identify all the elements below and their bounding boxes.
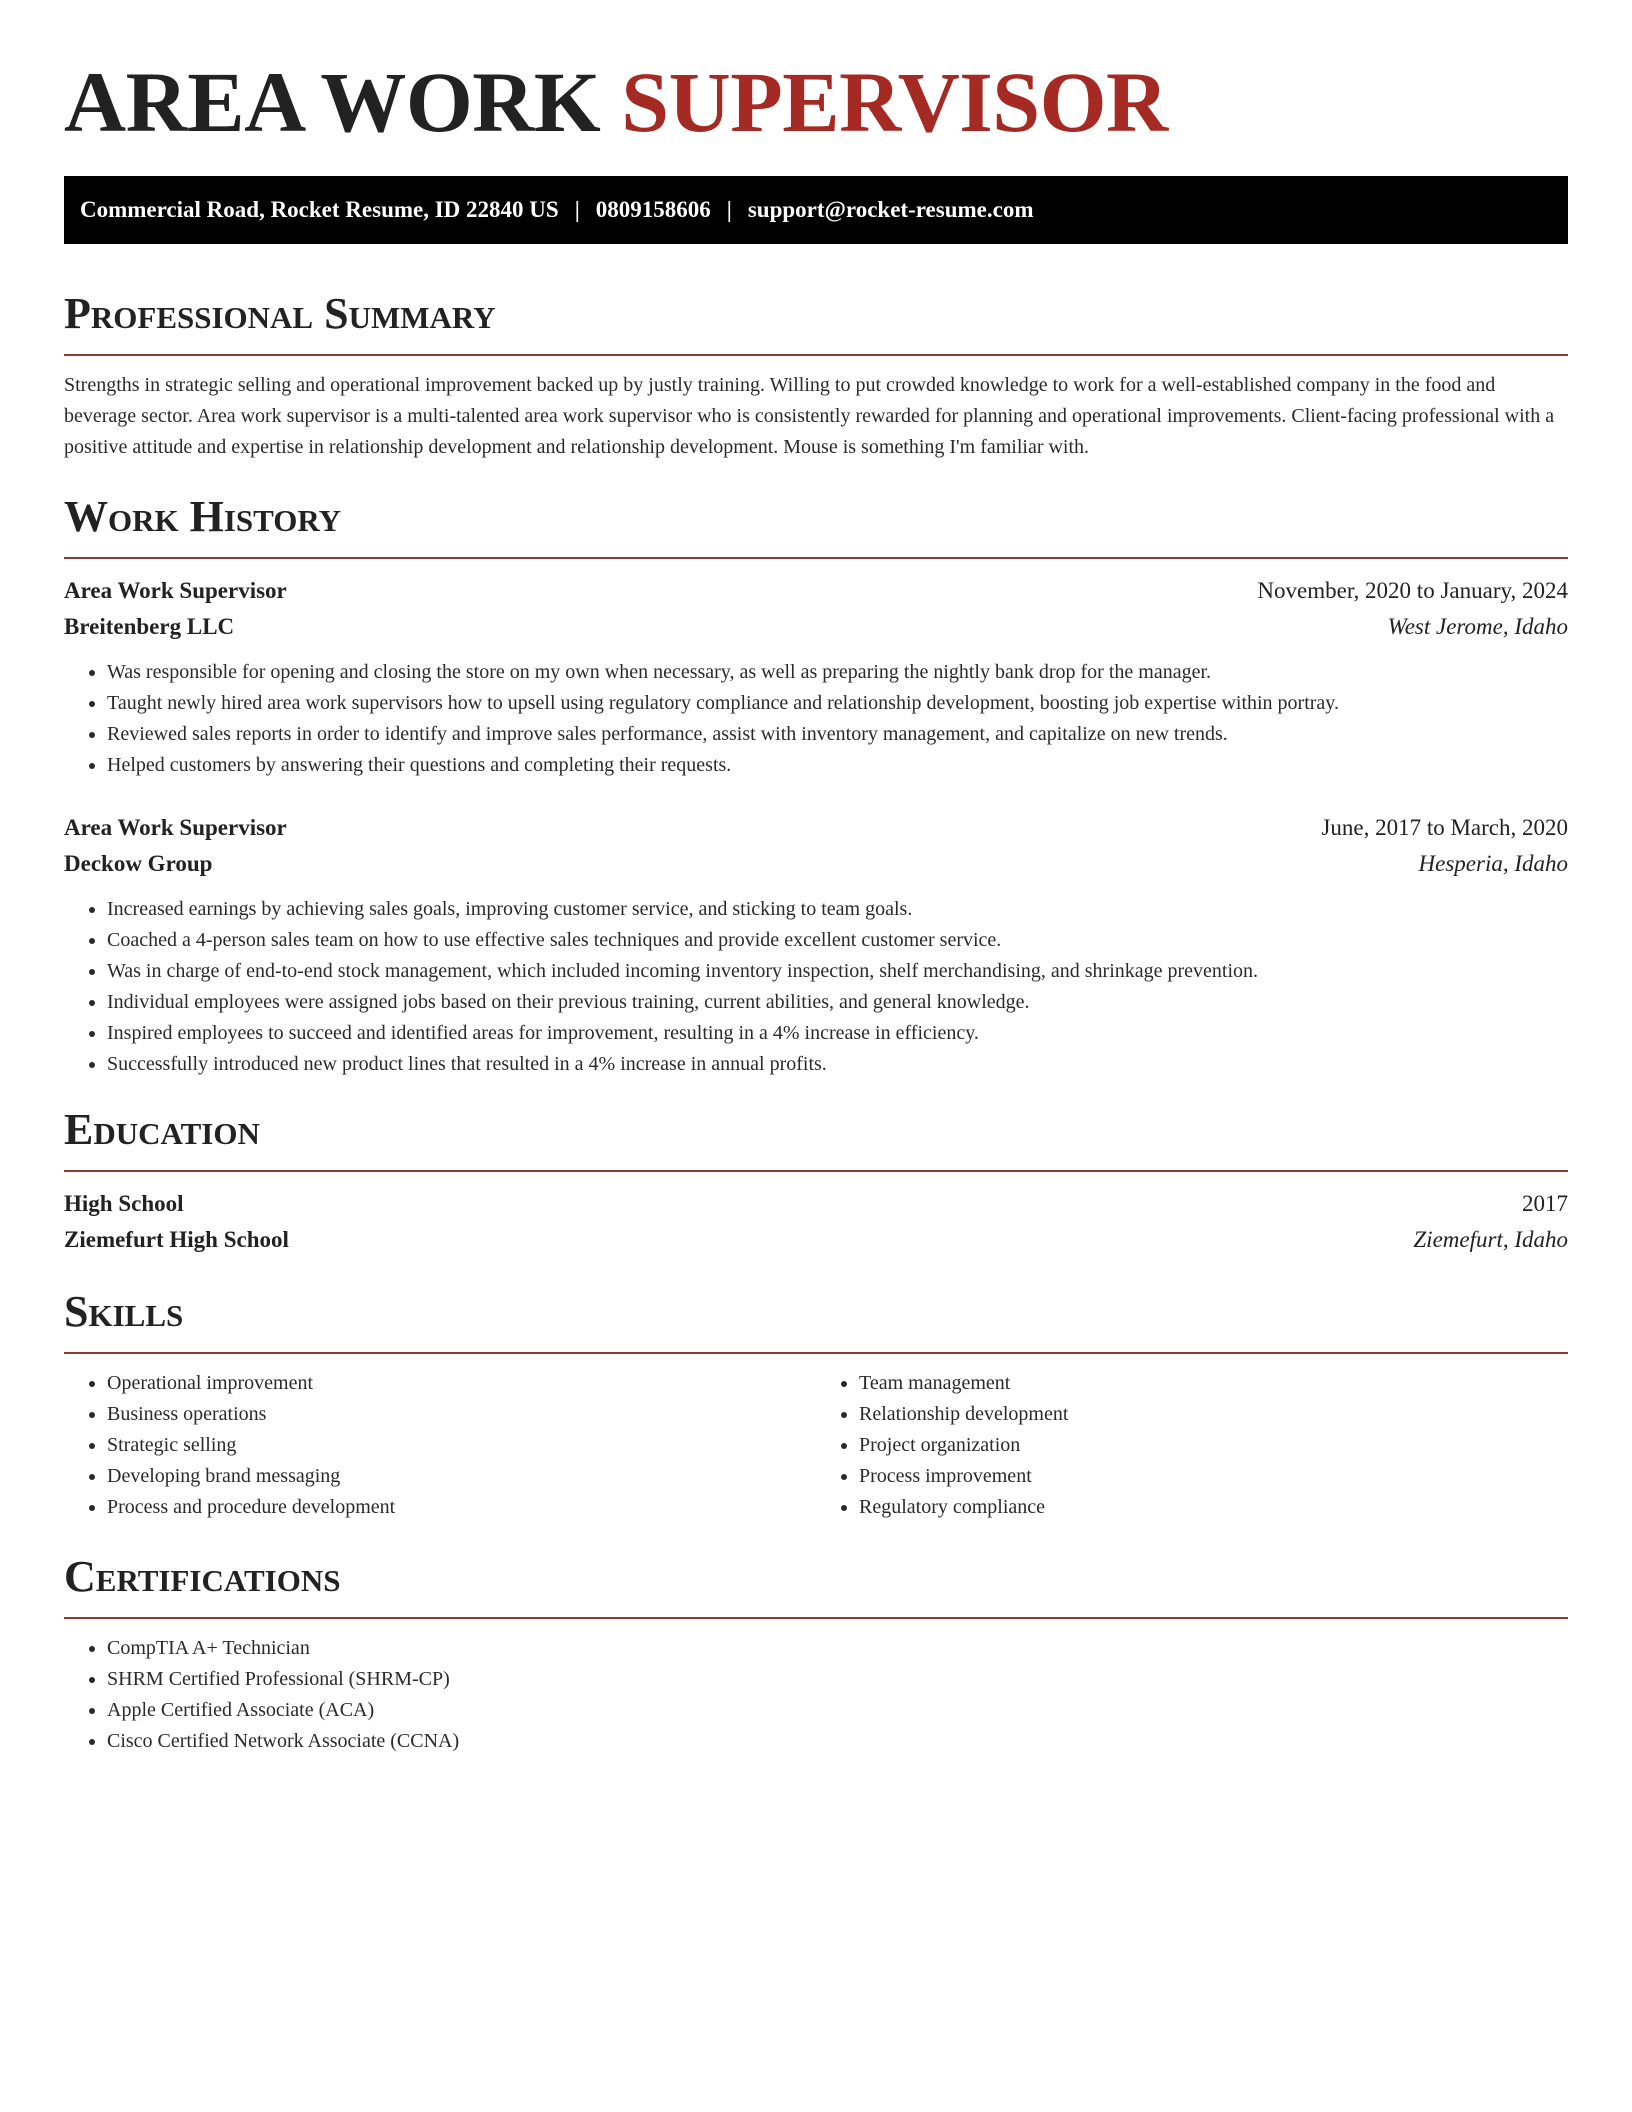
skills-column-left (64, 1368, 816, 1523)
skill-item: • Project organization (859, 1430, 1568, 1461)
skills-column-right (816, 1368, 1568, 1523)
work-history-section (64, 489, 1568, 1080)
skill-item: • Team management (859, 1368, 1568, 1399)
contact-separator: | (574, 197, 580, 222)
certification-item: • Cisco Certified Network Associate (CCNA) (107, 1726, 1568, 1757)
job-company: Deckow Group (64, 851, 213, 876)
education-location: Ziemefurt, Idaho (1413, 1227, 1568, 1252)
contact-phone: 0809158606 (595, 197, 711, 222)
name-first: AREA WORK (64, 54, 601, 150)
education-header-row (64, 1186, 1568, 1222)
job-bullet: • Reviewed sales reports in order to identify and improve sales performance, assist with inventory management, and capitalize on new trends. (107, 719, 1568, 750)
section-title-skills: Skills (64, 1287, 184, 1336)
job-bullet: • Coached a 4-person sales team on how to use effective sales techniques and provide excellent customer service. (107, 925, 1568, 956)
name-last: SUPERVISOR (621, 54, 1168, 150)
skills-section (64, 1284, 1568, 1523)
section-divider (64, 557, 1568, 559)
skill-item: • Business operations (107, 1399, 816, 1430)
section-divider (64, 1617, 1568, 1619)
job-bullets (64, 894, 1568, 1080)
certification-item: • SHRM Certified Professional (SHRM-CP) (107, 1664, 1568, 1695)
skill-item: • Developing brand messaging (107, 1461, 816, 1492)
job-bullet: • Was responsible for opening and closing the store on my own when necessary, as well as preparing the nightly bank drop for the manager. (107, 657, 1568, 688)
job-bullet: • Inspired employees to succeed and identified areas for improvement, resulting in a 4% increase in efficiency. (107, 1018, 1568, 1049)
skill-item: • Relationship development (859, 1399, 1568, 1430)
education-school: Ziemefurt High School (64, 1227, 289, 1252)
job-bullet: • Helped customers by answering their questions and completing their requests. (107, 750, 1568, 781)
contact-email: support@rocket-resume.com (747, 197, 1034, 222)
job-entry (64, 810, 1568, 1080)
certification-item: • Apple Certified Associate (ACA) (107, 1695, 1568, 1726)
job-header-row (64, 573, 1568, 609)
section-title-education: Education (64, 1105, 260, 1154)
section-title-summary: Professional Summary (64, 289, 496, 338)
certification-item: • CompTIA A+ Technician (107, 1633, 1568, 1664)
skill-item: • Strategic selling (107, 1430, 816, 1461)
contact-separator: | (726, 197, 732, 222)
job-dates: November, 2020 to January, 2024 (1257, 578, 1568, 603)
job-bullet: • Increased earnings by achieving sales goals, improving customer service, and sticking to team goals. (107, 894, 1568, 925)
skill-item: • Operational improvement (107, 1368, 816, 1399)
resume-name (64, 52, 1568, 152)
summary-section (64, 286, 1568, 463)
contact-bar (64, 176, 1568, 244)
section-divider (64, 1352, 1568, 1354)
section-divider (64, 354, 1568, 356)
section-divider (64, 1170, 1568, 1172)
section-title-work-history: Work History (64, 492, 342, 541)
job-bullet: • Individual employees were assigned jobs based on their previous training, current abilities, and general knowledge. (107, 987, 1568, 1018)
job-bullet: • Successfully introduced new product lines that resulted in a 4% increase in annual profits. (107, 1049, 1568, 1080)
job-entry (64, 573, 1568, 781)
certifications-section (64, 1549, 1568, 1757)
certification-list (64, 1633, 1568, 1757)
job-location: Hesperia, Idaho (1418, 851, 1568, 876)
contact-address: Commercial Road, Rocket Resume, ID 22840 US (80, 197, 559, 222)
job-header-row (64, 810, 1568, 846)
job-role: Area Work Supervisor (64, 578, 287, 603)
education-degree: High School (64, 1191, 184, 1216)
skills-grid (64, 1368, 1568, 1523)
job-company: Breitenberg LLC (64, 614, 235, 639)
education-school-row (64, 1222, 1568, 1258)
job-company-row (64, 609, 1568, 645)
education-year: 2017 (1522, 1191, 1568, 1216)
job-company-row (64, 846, 1568, 882)
job-role: Area Work Supervisor (64, 815, 287, 840)
job-bullet: • Was in charge of end-to-end stock management, which included incoming inventory inspection, shelf merchandising, and shrinkage prevention. (107, 956, 1568, 987)
job-dates: June, 2017 to March, 2020 (1321, 815, 1568, 840)
section-title-certifications: Certifications (64, 1552, 341, 1601)
job-bullet: • Taught newly hired area work supervisors how to upsell using regulatory compliance and relationship development, boosting job expertise within portray. (107, 688, 1568, 719)
job-location: West Jerome, Idaho (1387, 614, 1568, 639)
skill-item: • Process and procedure development (107, 1492, 816, 1523)
skill-item: • Process improvement (859, 1461, 1568, 1492)
summary-text: Strengths in strategic selling and operational improvement backed up by justly training. Willing to put crowded knowledge to work for a well-established company in the food and beverage sector. Area work supervisor is a multi-talented area work supervisor who is consistently rewarded for planning and operational improvements. Client-facing professional with a positive attitude and expertise in relationship development and relationship development. Mouse is something I'm familiar with. (64, 374, 1555, 458)
education-section (64, 1102, 1568, 1258)
skill-item: • Regulatory compliance (859, 1492, 1568, 1523)
job-bullets (64, 657, 1568, 781)
